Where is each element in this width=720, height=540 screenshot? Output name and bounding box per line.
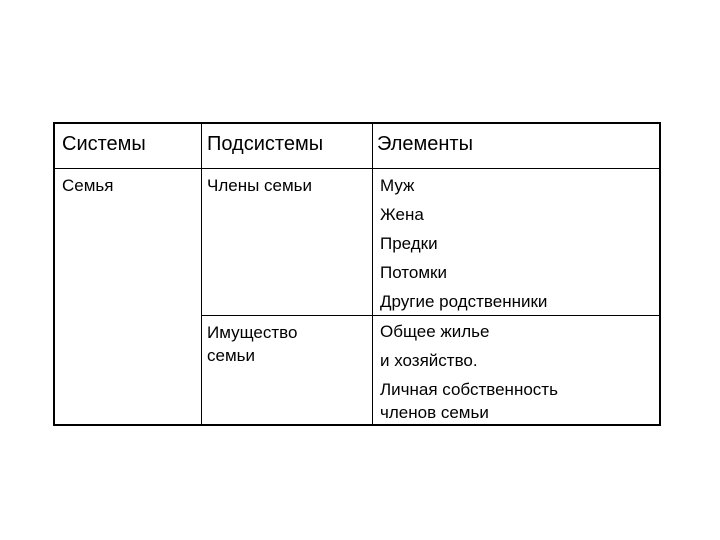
header-subsystems: Подсистемы: [207, 133, 324, 155]
system-family: Семья: [62, 176, 114, 195]
element-wife: Жена: [380, 205, 424, 224]
column-divider-1: [201, 124, 202, 424]
element-personal-property: Личная собственность: [380, 380, 558, 399]
element-husband: Муж: [380, 176, 415, 195]
subsystem-family-property-line-1: Имущество: [207, 323, 298, 342]
subsystem-family-members: Члены семьи: [207, 176, 313, 195]
header-systems: Системы: [62, 133, 146, 155]
element-descendants: Потомки: [380, 263, 447, 282]
column-divider-2: [372, 124, 373, 424]
element-ancestors: Предки: [380, 234, 438, 253]
element-household: и хозяйство.: [380, 351, 478, 370]
header-elements: Элементы: [377, 133, 473, 155]
systems-table: [53, 122, 661, 426]
subsystem-family-property-line-2: семьи: [207, 346, 255, 365]
element-shared-housing: Общее жилье: [380, 322, 490, 341]
element-other-relatives: Другие родственники: [380, 292, 548, 311]
element-of-family-members: членов семьи: [380, 403, 489, 422]
header-row-divider: [55, 168, 659, 169]
